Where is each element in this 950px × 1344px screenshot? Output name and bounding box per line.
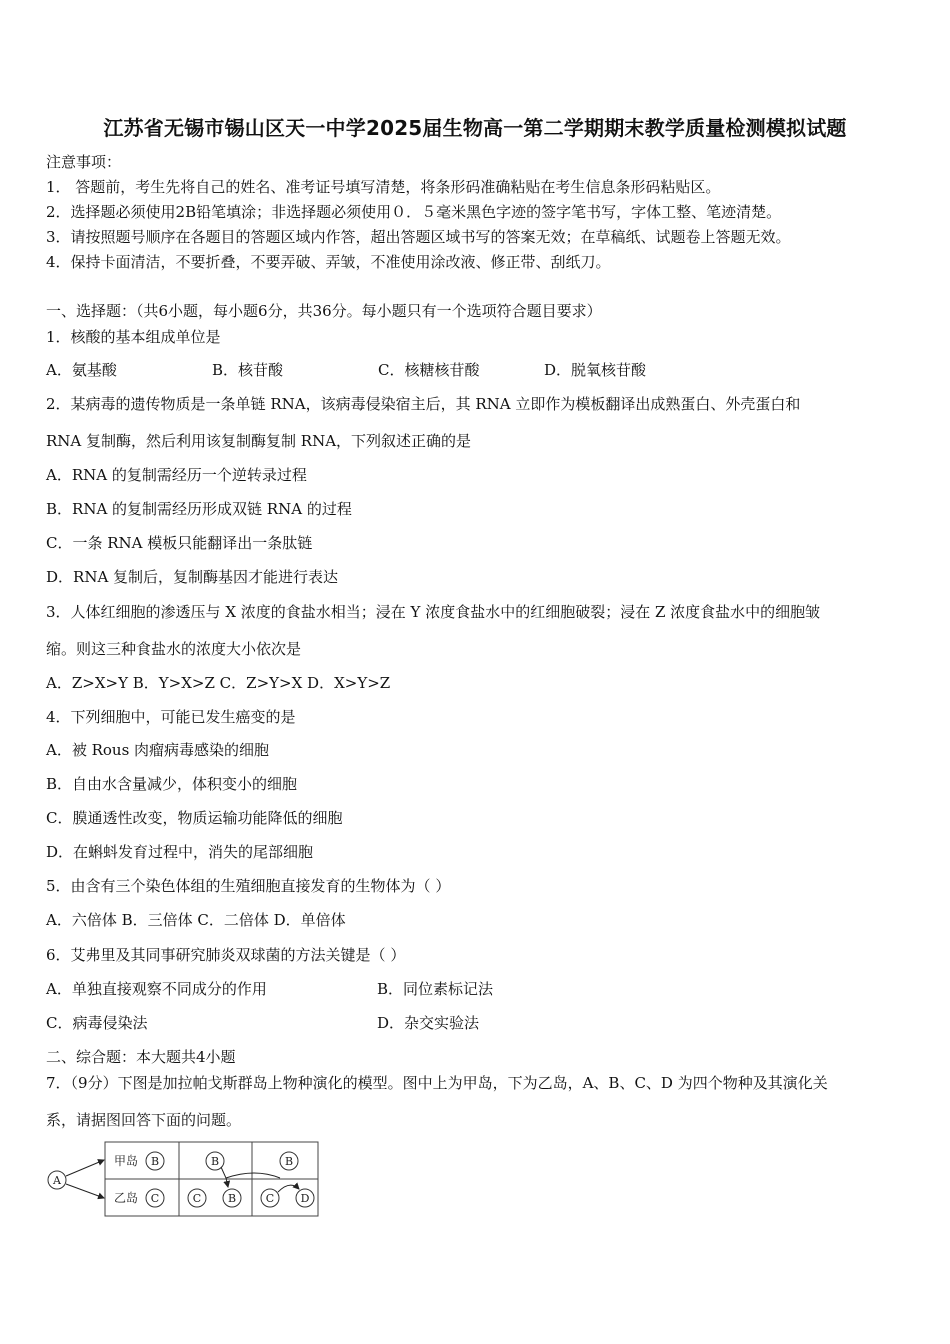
q1-option-d: D．脱氧核苷酸 bbox=[544, 361, 647, 379]
species-c3-label: C bbox=[265, 1192, 275, 1205]
notice-item-3: 3．请按照题号顺序在各题目的答题区域内作答，超出答题区域书写的答案无效；在草稿纸、试题卷上答题无效。 bbox=[46, 228, 791, 246]
q6-stem: 6．艾弗里及其同事研究肺炎双球菌的方法关键是（ ） bbox=[46, 946, 406, 964]
island-top-label: 甲岛 bbox=[114, 1154, 139, 1168]
arrow-b-migration bbox=[221, 1167, 228, 1187]
q2-stem-line-2: RNA 复制酶，然后利用该复制酶复制 RNA，下列叙述正确的是 bbox=[46, 432, 472, 450]
q2-option-a: A．RNA 的复制需经历一个逆转录过程 bbox=[46, 466, 307, 484]
q1-option-c: C．核糖核苷酸 bbox=[378, 361, 480, 379]
q6-option-d: D．杂交实验法 bbox=[377, 1014, 480, 1032]
q3-stem-line-2: 缩。则这三种食盐水的浓度大小依次是 bbox=[46, 640, 302, 658]
arrow-a-to-bottom bbox=[66, 1184, 104, 1198]
notice-item-4: 4．保持卡面清洁，不要折叠，不要弄破、弄皱，不准使用涂改液、修正带、刮纸刀。 bbox=[46, 253, 611, 271]
species-b3-label: B bbox=[227, 1192, 237, 1205]
species-a-label: A bbox=[53, 1174, 61, 1187]
page-title: 江苏省无锡市锡山区天一中学2025届生物高一第二学期期末教学质量检测模拟试题 bbox=[103, 116, 847, 140]
q2-option-c: C．一条 RNA 模板只能翻译出一条肽链 bbox=[46, 534, 313, 552]
arrow-a-to-top bbox=[66, 1160, 104, 1176]
q1-option-b: B．核苷酸 bbox=[212, 361, 284, 379]
q2-stem-line-1: 2．某病毒的遗传物质是一条单链 RNA，该病毒侵染宿主后，其 RNA 立即作为模板翻译出成熟蛋白、外壳蛋白和 bbox=[46, 395, 801, 413]
notice-item-1: 1． 答题前，考生先将自己的姓名、准考证号填写清楚，将条形码准确粘贴在考生信息条形码粘贴区。 bbox=[46, 178, 721, 196]
q7-stem-line-1: 7．（9分）下图是加拉帕戈斯群岛上物种演化的模型。图中上为甲岛，下为乙岛，A、B、C、D 为四个物种及其演化关 bbox=[46, 1074, 828, 1092]
q5-stem: 5．由含有三个染色体组的生殖细胞直接发育的生物体为（ ） bbox=[46, 877, 451, 895]
section1-heading: 一、选择题：（共6小题，每小题6分，共36分。每小题只有一个选项符合题目要求） bbox=[46, 302, 602, 320]
notice-item-2: 2．选择题必须使用2B铅笔填涂；非选择题必须使用０．５毫米黑色字迹的签字笔书写，字体工整、笔迹清楚。 bbox=[46, 203, 782, 221]
q2-option-d: D．RNA 复制后，复制酶基因才能进行表达 bbox=[46, 568, 339, 586]
section2-heading: 二、综合题：本大题共4小题 bbox=[46, 1048, 236, 1066]
speciation-diagram bbox=[40, 1136, 330, 1222]
species-d-label: D bbox=[300, 1192, 310, 1205]
q6-option-c: C．病毒侵染法 bbox=[46, 1014, 148, 1032]
q3-options: A．Z>X>Y B．Y>X>Z C．Z>Y>X D．X>Y>Z bbox=[46, 674, 391, 692]
species-c2-label: C bbox=[192, 1192, 202, 1205]
q5-options: A．六倍体 B．三倍体 C．二倍体 D．单倍体 bbox=[46, 911, 346, 929]
arrow-c-to-d bbox=[278, 1185, 299, 1192]
species-b4-label: B bbox=[284, 1155, 294, 1168]
q2-option-b: B．RNA 的复制需经历形成双链 RNA 的过程 bbox=[46, 500, 352, 518]
q4-stem: 4．下列细胞中，可能已发生癌变的是 bbox=[46, 708, 296, 726]
q1-stem: 1．核酸的基本组成单位是 bbox=[46, 328, 221, 346]
species-b1-label: B bbox=[150, 1155, 160, 1168]
q6-option-b: B．同位素标记法 bbox=[377, 980, 494, 998]
species-b2-label: B bbox=[210, 1155, 220, 1168]
island-bottom-label: 乙岛 bbox=[114, 1191, 139, 1205]
q4-option-d: D．在蝌蚪发育过程中，消失的尾部细胞 bbox=[46, 843, 314, 861]
notice-heading: 注意事项： bbox=[46, 153, 122, 171]
q4-option-c: C．膜通透性改变，物质运输功能降低的细胞 bbox=[46, 809, 343, 827]
arrow-b-across bbox=[226, 1173, 280, 1178]
species-c1-label: C bbox=[150, 1192, 160, 1205]
q4-option-b: B．自由水含量减少，体积变小的细胞 bbox=[46, 775, 298, 793]
q1-option-a: A．氨基酸 bbox=[46, 361, 117, 379]
q4-option-a: A．被 Rous 肉瘤病毒感染的细胞 bbox=[46, 741, 270, 759]
q3-stem-line-1: 3．人体红细胞的渗透压与 X 浓度的食盐水相当；浸在 Y 浓度食盐水中的红细胞破裂；浸在 Z 浓度食盐水中的细胞皱 bbox=[46, 603, 821, 621]
q6-option-a: A．单独直接观察不同成分的作用 bbox=[46, 980, 267, 998]
q7-stem-line-2: 系，请据图回答下面的问题。 bbox=[46, 1111, 242, 1129]
